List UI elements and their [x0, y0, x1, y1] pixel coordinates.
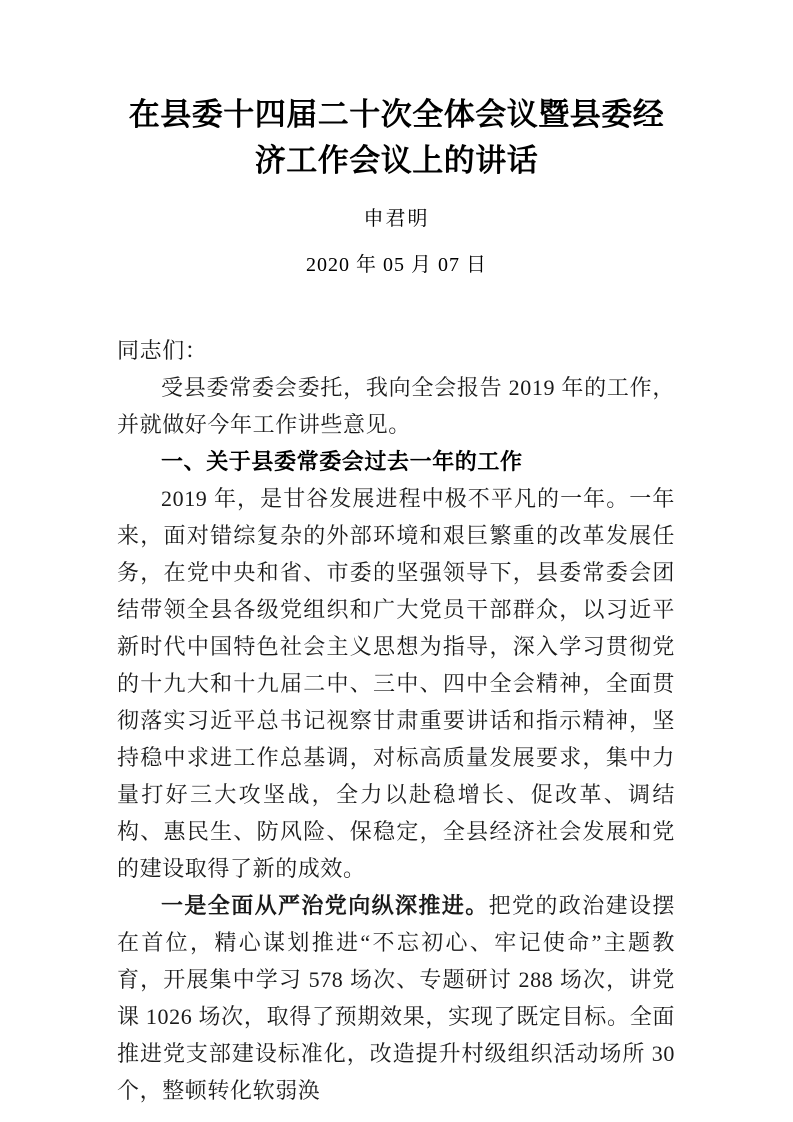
- intro-paragraph: 受县委常委会委托，我向全会报告 2019 年的工作，并就做好今年工作讲些意见。: [117, 375, 675, 437]
- document-body: [0, 332, 793, 1109]
- section-heading-one: 一、关于县委常委会过去一年的工作: [161, 449, 523, 474]
- paragraph-2-lead-in: 一是全面从严治党向纵深推进。: [161, 893, 489, 918]
- paragraph-2-body: 把党的政治建设摆在首位，精心谋划推进“不忘初心、牢记使命”主题教育，开展集中学习 578 场次、专题研讨 288 场次，讲党课 1026 场次，取得了预期效果，实现了既定目标。全面推进党支部建设标准化，改造提升村级组织活动场所 30 个，整顿转化软弱涣: [117, 893, 675, 1103]
- document-date: 2020 年 05 月 07 日: [306, 254, 487, 276]
- body-paragraph-2: [117, 887, 675, 1109]
- title-block: [0, 0, 793, 280]
- page-title: 在县委十四届二十次全体会议暨县委经济工作会议上的讲话: [128, 97, 665, 178]
- body-paragraph-1: 2019 年，是甘谷发展进程中极不平凡的一年。一年来，面对错综复杂的外部环境和艰巨繁重的改革发展任务，在党中央和省、市委的坚强领导下，县委常委会团结带领全县各级党组织和广大党员干部群众，以习近平新时代中国特色社会主义思想为指导，深入学习贯彻党的十九大和十九届二中、三中、四中全会精神，全面贯彻落实习近平总书记视察甘肃重要讲话和指示精神，坚持稳中求进工作总基调，对标高质量发展要求，集中力量打好三大攻坚战，全力以赴稳增长、促改革、调结构、惠民生、防风险、保稳定，全县经济社会发展和党的建设取得了新的成效。: [117, 486, 675, 881]
- document-author: 申君明: [363, 208, 430, 230]
- salutation-line: 同志们：: [117, 338, 208, 363]
